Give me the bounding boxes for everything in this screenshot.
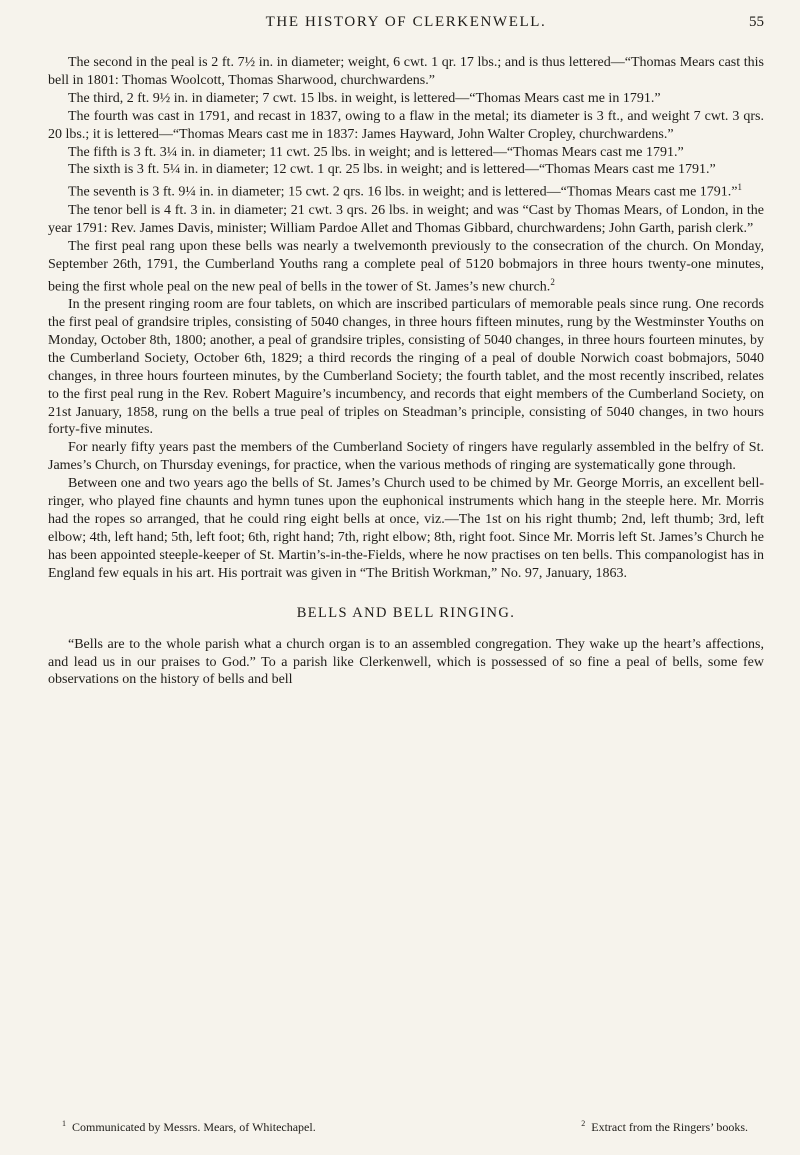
paragraph-tablets: In the present ringing room are four tablets, on which are inscribed particulars of memorable peals since rung. One records the first peal of grandsire triples, consisting of 5040 changes, in three hours fifteen minutes, rung by the Westminster Youths on Monday, October 8th, 1800; another, a peal of grandsire triples, consisting of 5040 changes, in three hours fourteen minutes, by the Cumberland Society, October 6th, 1829; a third records the ringing of a peal of double Norwich coast bobmajors, 5040 changes, in three hours fourteen minutes, by the Cumberland Society; the fourth tablet, and the most recently inscribed, relates to the first peal rung in the Rev. Robert Maguire’s incumbency, and records that eight members of the Cumberland Society, on 21st January, 1858, rung on the bells a true peal of triples on Steadman’s principle, consisting of 5040 changes, in two hours forty-five minutes. [48, 297, 764, 438]
footnotes [62, 1119, 748, 1135]
paragraph-bells-intro: “Bells are to the whole parish what a church organ is to an assembled congregation. They wake up the heart’s affections, and lead us in our praises to God.” To a parish like Clerkenwell, which is possessed of so fine a peal of bells, some few observations on the history of bells and bell [48, 636, 764, 688]
paragraph-first-peal [48, 238, 764, 296]
footnote-text: Extract from the Ringers’ books. [591, 1120, 748, 1134]
body-text [48, 54, 764, 689]
paragraph-third-bell: The third, 2 ft. 9½ in. in diameter; 7 cwt. 15 lbs. in weight, is lettered—“Thomas Mears cast me in 1791.” [68, 90, 661, 106]
page-number: 55 [749, 14, 764, 30]
paragraph-text: The seventh is 3 ft. 9¼ in. in diameter; 15 cwt. 2 qrs. 16 lbs. in weight; and is lettered—“Thomas Mears cast me 1791.” [68, 185, 738, 200]
running-head [48, 14, 764, 54]
footnote-number: 2 [581, 1119, 586, 1128]
paragraph-tenor-bell: The tenor bell is 4 ft. 3 in. in diameter; 21 cwt. 3 qrs. 26 lbs. in weight; and was “Cast by Thomas Mears, of London, in the year 1791: Rev. James Davis, minister; William Pardoe Allet and Thomas Gibbard, churchwardens; John Garth, parish clerk.” [48, 202, 764, 236]
paragraph-sixth-bell: The sixth is 3 ft. 5¼ in. in diameter; 12 cwt. 1 qr. 25 lbs. in weight; and is lettered—“Thomas Mears cast me 1791.” [68, 162, 716, 178]
footnote-number: 1 [62, 1119, 66, 1128]
footnote-marker: 1 [737, 182, 743, 193]
section-heading: BELLS AND BELL RINGING. [296, 604, 516, 621]
footnote-marker: 2 [550, 276, 555, 287]
paragraph-cumberland-society: For nearly fifty years past the members of the Cumberland Society of ringers have regularly assembled in the belfry of St. James’s Church, on Thursday evenings, for practice, when the various methods of ringing are systematically gone through. [48, 440, 764, 474]
paragraph-seventh-bell [48, 179, 764, 202]
paragraph-george-morris: Between one and two years ago the bells of St. James’s Church used to be chimed by Mr. George Morris, an excellent bell-ringer, who played fine chaunts and hymn tunes upon the euphonical instruments which hang in the steeple here. Mr. Morris had the ropes so arranged, that he could ring eight bells at once, viz.—The 1st on his right thumb; 2nd, left thumb; 3rd, left elbow; 4th, left hand; 5th, left foot; 6th, right hand; 7th, right elbow; 8th, right foot. Since Mr. Morris left St. James’s Church he has been appointed steeple-keeper of St. Martin’s-in-the-Fields, where he now practises on ten bells. This companologist has in England few equals in his art. His portrait was given in “The British Workman,” No. 97, January, 1863. [48, 476, 764, 581]
running-title: THE HISTORY OF CLERKENWELL. [265, 14, 547, 30]
paragraph-fifth-bell: The fifth is 3 ft. 3¼ in. in diameter; 11 cwt. 25 lbs. in weight; and is lettered—“Thomas Mears cast me 1791.” [68, 144, 684, 160]
paragraph-text: The first peal rang upon these bells was nearly a twelvemonth previously to the consecration of the church. On Monday, September 26th, 1791, the Cumberland Youths rang a complete peal of 5120 bobmajors in three hours twenty-one minutes, being the first whole peal on the new peal of bells in the tower of St. James’s new church. [48, 238, 764, 295]
footnote-text: Communicated by Messrs. Mears, of Whitechapel. [72, 1120, 316, 1134]
paragraph-fourth-bell: The fourth was cast in 1791, and recast in 1837, owing to a flaw in the metal; its diameter is 3 ft., and weight 7 cwt. 3 qrs. 20 lbs.; it is lettered—“Thomas Mears cast me in 1837: James Hayward, John Walter Cropley, churchwardens.” [48, 108, 764, 142]
footnote [62, 1119, 316, 1135]
footnote [581, 1119, 748, 1135]
paragraph-second-bell: The second in the peal is 2 ft. 7½ in. in diameter; weight, 6 cwt. 1 qr. 17 lbs.; and is thus lettered—“Thomas Mears cast this bell in 1801: Thomas Woolcott, Thomas Sharwood, churchwardens.” [48, 55, 764, 88]
